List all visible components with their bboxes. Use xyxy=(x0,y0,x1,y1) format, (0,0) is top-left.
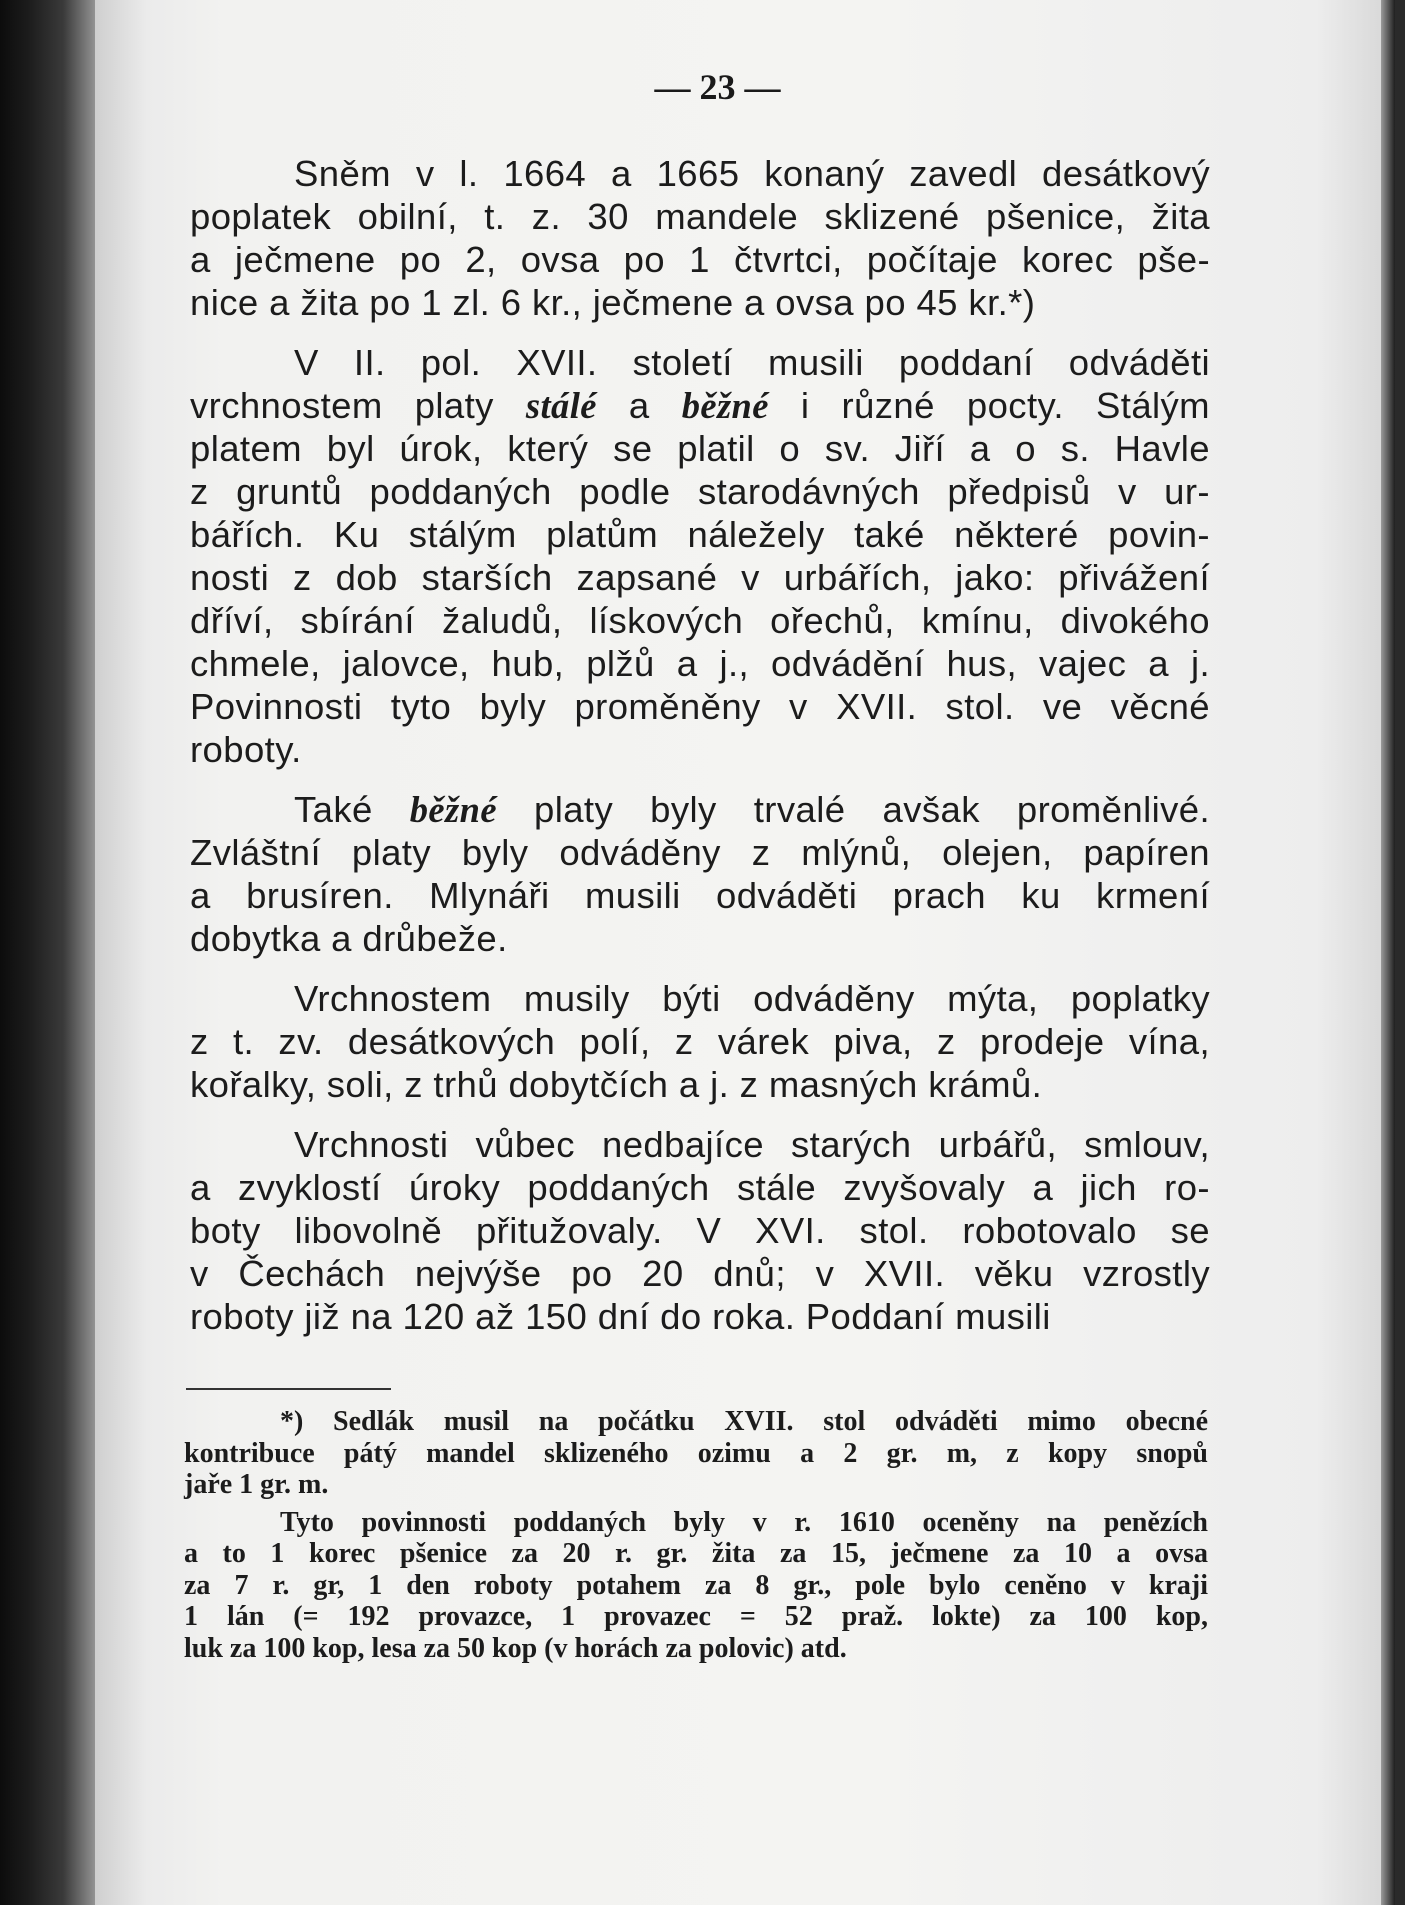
footnote xyxy=(184,1507,1208,1665)
text-run: v Čechách nejvýše po 20 dnů; v XVII. věku vzrostly xyxy=(190,1253,1210,1294)
text-line xyxy=(190,513,1210,556)
paragraph xyxy=(190,341,1210,771)
footnote-line: *) Sedlák musil na počátku XVII. stol odváděti mimo obecné xyxy=(280,1406,1208,1437)
text-run: Sněm v l. 1664 a 1665 konaný zavedl desátkový xyxy=(294,153,1210,194)
text-line xyxy=(190,917,1210,960)
text-line xyxy=(190,281,1210,324)
text-line xyxy=(190,874,1210,917)
footnote-line: jaře 1 gr. m. xyxy=(184,1469,329,1500)
emphasized-term: běžné xyxy=(409,789,497,830)
text-line xyxy=(190,238,1210,281)
text-line xyxy=(190,1063,1210,1106)
emphasized-term: stálé xyxy=(525,385,597,426)
text-line xyxy=(190,1209,1210,1252)
text-run: a brusíren. Mlynáři musili odváděti prach ku krmení xyxy=(190,875,1210,916)
text-line xyxy=(190,642,1210,685)
paragraph xyxy=(190,1123,1210,1338)
text-run: a xyxy=(596,385,682,426)
footnote xyxy=(184,1406,1208,1501)
body-text xyxy=(190,152,1210,1355)
text-run: Povinnosti tyto byly proměněny v XVII. stol. ve věcné xyxy=(190,686,1210,727)
page-number: — 23 — xyxy=(654,67,781,107)
text-run: a zvyklostí úroky poddaných stále zvyšovaly a jich ro- xyxy=(190,1167,1210,1208)
text-run: dříví, sbírání žaludů, lískových ořechů, kmínu, divokého xyxy=(190,600,1210,641)
text-line xyxy=(190,152,1210,195)
text-line xyxy=(190,341,1210,384)
text-run: z t. zv. desátkových polí, z várek piva, z prodeje vína, xyxy=(190,1021,1210,1062)
text-line xyxy=(190,977,1210,1020)
paragraph xyxy=(190,788,1210,960)
text-line xyxy=(190,1252,1210,1295)
footnote-line: luk za 100 kop, lesa za 50 kop (v horách za polovic) atd. xyxy=(184,1632,847,1664)
text-run: z gruntů poddaných podle starodávných předpisů v ur- xyxy=(190,471,1210,512)
page-right-edge xyxy=(1381,0,1395,1905)
text-run: chmele, jalovce, hub, plžů a j., odvádění hus, vajec a j. xyxy=(190,643,1210,684)
text-line xyxy=(190,195,1210,238)
text-line xyxy=(190,599,1210,642)
text-run: vrchnostem platy xyxy=(190,385,526,426)
text-run: platem byl úrok, který se platil o sv. Jiří a o s. Havle xyxy=(190,428,1210,469)
text-run: V II. pol. XVII. století musili poddaní odváděti xyxy=(294,342,1210,383)
text-line xyxy=(190,831,1210,874)
text-run: Vrchnostem musily býti odváděny mýta, poplatky xyxy=(294,978,1210,1019)
text-run: dobytka a drůbeže. xyxy=(190,918,508,959)
footnote-line: a to 1 korec pšenice za 20 r. gr. žita za 15, ječmene za 10 a ovsa xyxy=(184,1538,1208,1569)
emphasized-term: běžné xyxy=(681,385,769,426)
text-run: Také xyxy=(294,789,410,830)
footnote-line: kontribuce pátý mandel sklizeného ozimu a 2 gr. m, z kopy snopů xyxy=(184,1437,1208,1469)
text-line xyxy=(190,427,1210,470)
text-run: nice a žita po 1 zl. 6 kr., ječmene a ovsa po 45 kr.*) xyxy=(190,282,1036,323)
text-line xyxy=(190,1166,1210,1209)
text-run: Zvláštní platy byly odváděny z mlýnů, olejen, papíren xyxy=(190,832,1210,873)
footnote-line: Tyto povinnosti poddaných byly v r. 1610 oceněny na penězích xyxy=(280,1506,1208,1538)
text-line xyxy=(190,728,1210,771)
footnote-line: 1 lán (= 192 provazce, 1 provazec = 52 praž. lokte) za 100 kop, xyxy=(184,1601,1208,1632)
footnotes xyxy=(184,1406,1208,1670)
text-line xyxy=(190,685,1210,728)
text-run: poplatek obilní, t. z. 30 mandele sklizené pšenice, žita xyxy=(190,196,1210,237)
text-run: nosti z dob starších zapsané v urbářích, jako: přivážení xyxy=(190,557,1210,598)
text-run: roboty. xyxy=(190,729,302,770)
text-line xyxy=(190,470,1210,513)
text-line xyxy=(190,1295,1210,1338)
text-line xyxy=(190,556,1210,599)
paragraph xyxy=(190,152,1210,324)
text-run: boty libovolně přitužovaly. V XVI. stol. robotovalo se xyxy=(190,1210,1210,1251)
text-run: platy byly trvalé avšak proměnlivé. xyxy=(496,789,1210,830)
paragraph xyxy=(190,977,1210,1106)
text-line xyxy=(190,384,1210,427)
text-run: roboty již na 120 až 150 dní do roka. Poddaní musili xyxy=(190,1296,1051,1337)
text-line xyxy=(190,1020,1210,1063)
text-run: bářích. Ku stálým platům náležely také některé povin- xyxy=(190,514,1210,555)
text-run: i různé pocty. Stálým xyxy=(768,385,1210,426)
text-run: Vrchnosti vůbec nedbajíce starých urbářů, smlouv, xyxy=(294,1124,1210,1165)
footnote-divider xyxy=(186,1388,391,1390)
footnote-line: za 7 r. gr, 1 den roboty potahem za 8 gr., pole bylo ceněno v kraji xyxy=(184,1569,1208,1601)
text-line xyxy=(190,1123,1210,1166)
text-run: kořalky, soli, z trhů dobytčích a j. z masných krámů. xyxy=(190,1064,1043,1105)
text-run: a ječmene po 2, ovsa po 1 čtvrtci, počítaje korec pše- xyxy=(190,239,1210,280)
text-line xyxy=(190,788,1210,831)
